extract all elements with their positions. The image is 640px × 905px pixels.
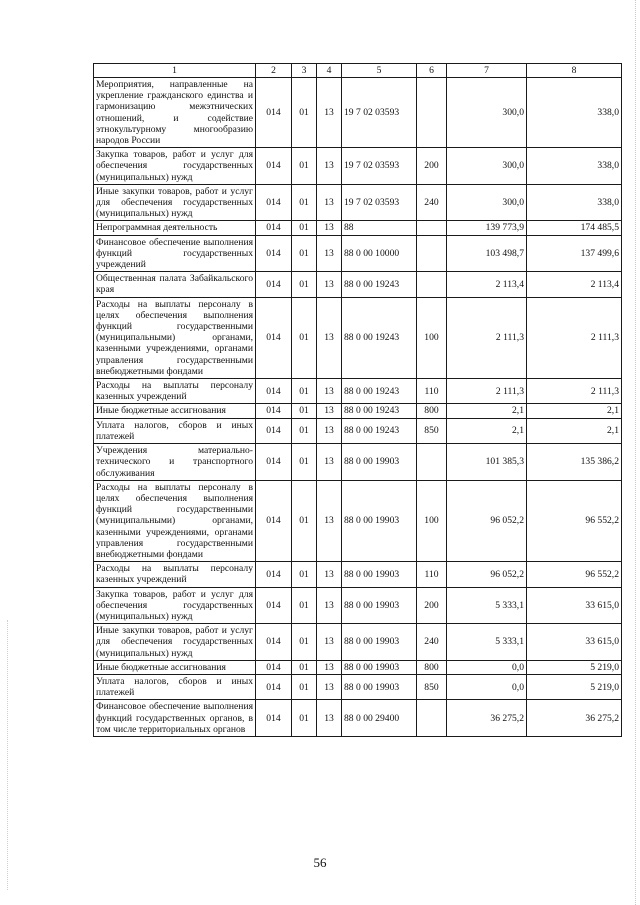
table-row <box>94 404 622 418</box>
row-name-cell: Иные бюджетные ассигнования <box>94 660 256 674</box>
row-name-cell: Финансовое обеспечение выполнения функций государственных органов, в том числе территориальных органов <box>94 700 256 737</box>
expense-type-cell: 850 <box>417 418 447 443</box>
table-row <box>94 235 622 272</box>
subsection-code-cell: 13 <box>317 221 342 235</box>
row-name-cell: Уплата налогов, сборов и иных платежей <box>94 418 256 443</box>
column-header: 8 <box>527 64 622 78</box>
amount-year1-cell: 5 333,1 <box>447 624 527 661</box>
amount-year2-cell: 96 552,2 <box>527 562 622 587</box>
amount-year1-cell: 2,1 <box>447 418 527 443</box>
ministry-code-cell: 014 <box>256 379 292 404</box>
row-name-cell: Учреждения материально-технического и транспортного обслуживания <box>94 444 256 481</box>
section-code-cell: 01 <box>292 587 317 624</box>
column-header: 6 <box>417 64 447 78</box>
target-article-cell: 88 0 00 19243 <box>342 379 417 404</box>
amount-year2-cell: 5 219,0 <box>527 660 622 674</box>
ministry-code-cell: 014 <box>256 221 292 235</box>
subsection-code-cell: 13 <box>317 700 342 737</box>
section-code-cell: 01 <box>292 444 317 481</box>
expense-type-cell <box>417 221 447 235</box>
table-row <box>94 674 622 699</box>
amount-year2-cell: 2 111,3 <box>527 297 622 378</box>
row-name-cell: Расходы на выплаты персоналу в целях обеспечения выполнения функций государственными (муниципальными) органами, казенными учреждениями, органами управления государственными внебюджетными фондами <box>94 480 256 561</box>
target-article-cell: 88 0 00 19903 <box>342 444 417 481</box>
ministry-code-cell: 014 <box>256 480 292 561</box>
subsection-code-cell: 13 <box>317 480 342 561</box>
row-name-cell: Непрограммная деятельность <box>94 221 256 235</box>
subsection-code-cell: 13 <box>317 587 342 624</box>
section-code-cell: 01 <box>292 221 317 235</box>
expense-type-cell <box>417 78 447 148</box>
amount-year2-cell: 2 113,4 <box>527 272 622 297</box>
subsection-code-cell: 13 <box>317 562 342 587</box>
ministry-code-cell: 014 <box>256 148 292 185</box>
subsection-code-cell: 13 <box>317 148 342 185</box>
amount-year2-cell: 36 275,2 <box>527 700 622 737</box>
amount-year2-cell: 137 499,6 <box>527 235 622 272</box>
amount-year2-cell: 135 386,2 <box>527 444 622 481</box>
budget-table <box>93 63 622 737</box>
table-row <box>94 480 622 561</box>
amount-year1-cell: 2 111,3 <box>447 379 527 404</box>
expense-type-cell: 110 <box>417 562 447 587</box>
table-row <box>94 272 622 297</box>
column-header: 5 <box>342 64 417 78</box>
row-name-cell: Финансовое обеспечение выполнения функций государственных учреждений <box>94 235 256 272</box>
section-code-cell: 01 <box>292 404 317 418</box>
table-row <box>94 562 622 587</box>
ministry-code-cell: 014 <box>256 562 292 587</box>
amount-year1-cell: 0,0 <box>447 660 527 674</box>
row-name-cell: Закупка товаров, работ и услуг для обеспечения государственных (муниципальных) нужд <box>94 148 256 185</box>
table-row <box>94 184 622 221</box>
ministry-code-cell: 014 <box>256 674 292 699</box>
section-code-cell: 01 <box>292 624 317 661</box>
target-article-cell: 88 0 00 19243 <box>342 297 417 378</box>
section-code-cell: 01 <box>292 184 317 221</box>
expense-type-cell: 240 <box>417 624 447 661</box>
target-article-cell: 88 0 00 19903 <box>342 660 417 674</box>
target-article-cell: 88 0 00 19903 <box>342 674 417 699</box>
table-row <box>94 660 622 674</box>
target-article-cell: 88 0 00 19903 <box>342 624 417 661</box>
expense-type-cell: 800 <box>417 660 447 674</box>
section-code-cell: 01 <box>292 418 317 443</box>
page-number: 56 <box>313 855 327 870</box>
section-code-cell: 01 <box>292 78 317 148</box>
target-article-cell: 19 7 02 03593 <box>342 184 417 221</box>
amount-year1-cell: 2,1 <box>447 404 527 418</box>
target-article-cell: 88 0 00 19243 <box>342 418 417 443</box>
ministry-code-cell: 014 <box>256 78 292 148</box>
subsection-code-cell: 13 <box>317 404 342 418</box>
target-article-cell: 88 <box>342 221 417 235</box>
row-name-cell: Мероприятия, направленные на укрепление гражданского единства и гармонизацию межэтнических отношений, и содействие этнокультурному многообразию народов России <box>94 78 256 148</box>
expense-type-cell <box>417 272 447 297</box>
column-header: 1 <box>94 64 256 78</box>
subsection-code-cell: 13 <box>317 297 342 378</box>
amount-year1-cell: 2 111,3 <box>447 297 527 378</box>
column-header: 4 <box>317 64 342 78</box>
section-code-cell: 01 <box>292 297 317 378</box>
amount-year2-cell: 174 485,5 <box>527 221 622 235</box>
section-code-cell: 01 <box>292 674 317 699</box>
expense-type-cell: 200 <box>417 587 447 624</box>
row-name-cell: Расходы на выплаты персоналу казенных учреждений <box>94 562 256 587</box>
section-code-cell: 01 <box>292 148 317 185</box>
amount-year2-cell: 2 111,3 <box>527 379 622 404</box>
expense-type-cell: 800 <box>417 404 447 418</box>
amount-year1-cell: 300,0 <box>447 184 527 221</box>
table-row <box>94 700 622 737</box>
expense-type-cell <box>417 235 447 272</box>
column-header: 3 <box>292 64 317 78</box>
amount-year2-cell: 5 219,0 <box>527 674 622 699</box>
section-code-cell: 01 <box>292 700 317 737</box>
row-name-cell: Закупка товаров, работ и услуг для обеспечения государственных (муниципальных) нужд <box>94 587 256 624</box>
ministry-code-cell: 014 <box>256 418 292 443</box>
expense-type-cell <box>417 444 447 481</box>
amount-year1-cell: 96 052,2 <box>447 480 527 561</box>
target-article-cell: 88 0 00 19903 <box>342 587 417 624</box>
section-code-cell: 01 <box>292 660 317 674</box>
amount-year2-cell: 338,0 <box>527 78 622 148</box>
amount-year2-cell: 33 615,0 <box>527 624 622 661</box>
ministry-code-cell: 014 <box>256 297 292 378</box>
table-header-row <box>94 64 622 78</box>
amount-year1-cell: 36 275,2 <box>447 700 527 737</box>
row-name-cell: Уплата налогов, сборов и иных платежей <box>94 674 256 699</box>
expense-type-cell: 200 <box>417 148 447 185</box>
ministry-code-cell: 014 <box>256 444 292 481</box>
amount-year1-cell: 139 773,9 <box>447 221 527 235</box>
amount-year2-cell: 338,0 <box>527 148 622 185</box>
amount-year1-cell: 0,0 <box>447 674 527 699</box>
ministry-code-cell: 014 <box>256 272 292 297</box>
target-article-cell: 88 0 00 19903 <box>342 480 417 561</box>
amount-year1-cell: 101 385,3 <box>447 444 527 481</box>
subsection-code-cell: 13 <box>317 272 342 297</box>
expense-type-cell: 100 <box>417 297 447 378</box>
section-code-cell: 01 <box>292 480 317 561</box>
target-article-cell: 19 7 02 03593 <box>342 78 417 148</box>
amount-year2-cell: 33 615,0 <box>527 587 622 624</box>
amount-year2-cell: 338,0 <box>527 184 622 221</box>
amount-year1-cell: 103 498,7 <box>447 235 527 272</box>
table-row <box>94 444 622 481</box>
section-code-cell: 01 <box>292 272 317 297</box>
scan-edge-line <box>635 0 636 905</box>
section-code-cell: 01 <box>292 562 317 587</box>
row-name-cell: Иные закупки товаров, работ и услуг для обеспечения государственных (муниципальных) нужд <box>94 624 256 661</box>
target-article-cell: 88 0 00 19243 <box>342 272 417 297</box>
target-article-cell: 19 7 02 03593 <box>342 148 417 185</box>
subsection-code-cell: 13 <box>317 674 342 699</box>
table-row <box>94 418 622 443</box>
expense-type-cell: 240 <box>417 184 447 221</box>
amount-year1-cell: 300,0 <box>447 148 527 185</box>
amount-year2-cell: 2,1 <box>527 418 622 443</box>
table-row <box>94 148 622 185</box>
expense-type-cell: 100 <box>417 480 447 561</box>
ministry-code-cell: 014 <box>256 700 292 737</box>
table-row <box>94 297 622 378</box>
table-row <box>94 221 622 235</box>
subsection-code-cell: 13 <box>317 418 342 443</box>
row-name-cell: Иные закупки товаров, работ и услуг для обеспечения государственных (муниципальных) нужд <box>94 184 256 221</box>
section-code-cell: 01 <box>292 235 317 272</box>
subsection-code-cell: 13 <box>317 660 342 674</box>
amount-year1-cell: 96 052,2 <box>447 562 527 587</box>
row-name-cell: Расходы на выплаты персоналу в целях обеспечения выполнения функций государственными (муниципальными) органами, казенными учреждениями, органами управления государственными внебюджетными фондами <box>94 297 256 378</box>
amount-year1-cell: 300,0 <box>447 78 527 148</box>
amount-year1-cell: 5 333,1 <box>447 587 527 624</box>
table-row <box>94 78 622 148</box>
ministry-code-cell: 014 <box>256 184 292 221</box>
amount-year2-cell: 96 552,2 <box>527 480 622 561</box>
table-row <box>94 624 622 661</box>
subsection-code-cell: 13 <box>317 78 342 148</box>
subsection-code-cell: 13 <box>317 379 342 404</box>
target-article-cell: 88 0 00 29400 <box>342 700 417 737</box>
column-header: 2 <box>256 64 292 78</box>
ministry-code-cell: 014 <box>256 404 292 418</box>
table-row <box>94 587 622 624</box>
target-article-cell: 88 0 00 19243 <box>342 404 417 418</box>
subsection-code-cell: 13 <box>317 235 342 272</box>
expense-type-cell <box>417 700 447 737</box>
subsection-code-cell: 13 <box>317 444 342 481</box>
ministry-code-cell: 014 <box>256 624 292 661</box>
target-article-cell: 88 0 00 10000 <box>342 235 417 272</box>
scan-edge-line-left <box>7 620 8 890</box>
row-name-cell: Расходы на выплаты персоналу казенных учреждений <box>94 379 256 404</box>
subsection-code-cell: 13 <box>317 624 342 661</box>
section-code-cell: 01 <box>292 379 317 404</box>
column-header: 7 <box>447 64 527 78</box>
amount-year2-cell: 2,1 <box>527 404 622 418</box>
ministry-code-cell: 014 <box>256 235 292 272</box>
subsection-code-cell: 13 <box>317 184 342 221</box>
ministry-code-cell: 014 <box>256 660 292 674</box>
table-row <box>94 379 622 404</box>
ministry-code-cell: 014 <box>256 587 292 624</box>
expense-type-cell: 850 <box>417 674 447 699</box>
target-article-cell: 88 0 00 19903 <box>342 562 417 587</box>
row-name-cell: Иные бюджетные ассигнования <box>94 404 256 418</box>
row-name-cell: Общественная палата Забайкальского края <box>94 272 256 297</box>
expense-type-cell: 110 <box>417 379 447 404</box>
amount-year1-cell: 2 113,4 <box>447 272 527 297</box>
